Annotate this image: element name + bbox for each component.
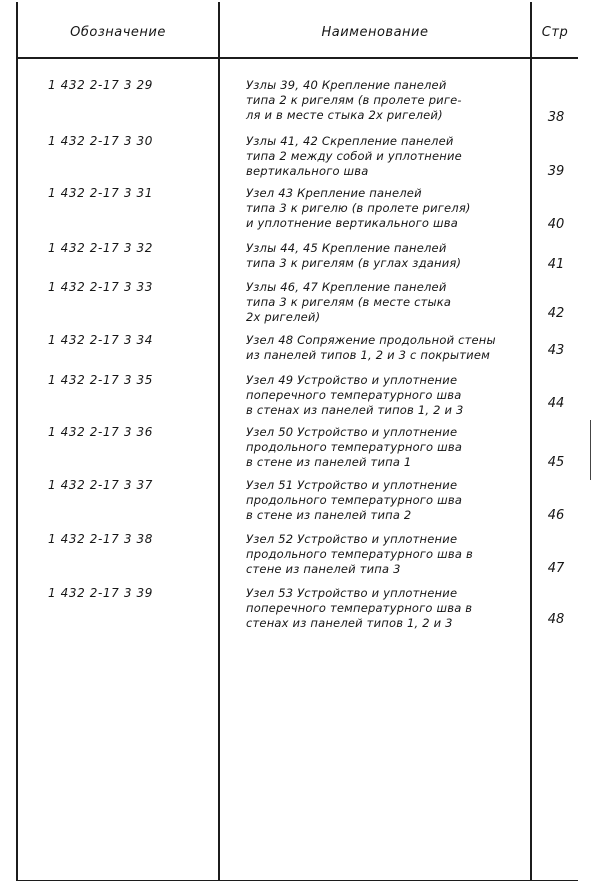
- row-name: Узлы 39, 40 Крепление панелей типа 2 к ригелям (в пролете риге- ля и в месте стыка 2х ригелей): [246, 78, 462, 122]
- row-name: Узел 52 Устройство и уплотнение продольного температурного шва в стене из панелей типа 3: [246, 532, 473, 576]
- row-name: Узлы 44, 45 Крепление панелей типа 3 к ригелям (в углах здания): [246, 241, 462, 270]
- row-page: 45: [547, 455, 565, 470]
- row-code: 1 432 2-17 3 31: [48, 186, 153, 200]
- row-code: 1 432 2-17 3 33: [48, 280, 153, 294]
- header-name: Наименование: [321, 25, 429, 40]
- row-name: Узел 49 Устройство и уплотнение поперечного температурного шва в стенах из панелей типов 1, 2 и 3: [246, 373, 464, 417]
- row-name: Узел 53 Устройство и уплотнение поперечного температурного шва в стенах из панелей типов 1, 2 и 3: [246, 586, 473, 630]
- row-name: Узлы 41, 42 Скрепление панелей типа 2 между собой и уплотнение вертикального шва: [246, 134, 462, 178]
- row-page: 43: [547, 343, 565, 358]
- left-border: [16, 2, 18, 880]
- row-name: Узел 51 Устройство и уплотнение продольного температурного шва в стене из панелей типа 2: [246, 478, 463, 522]
- row-page: 40: [547, 217, 565, 232]
- row-page: 39: [547, 164, 565, 179]
- row-code: 1 432 2-17 3 32: [48, 241, 153, 255]
- header-designation: Обозначение: [70, 25, 166, 40]
- row-code: 1 432 2-17 3 39: [48, 586, 153, 600]
- row-page: 46: [547, 508, 565, 523]
- row-name: Узлы 46, 47 Крепление панелей типа 3 к ригелям (в месте стыка 2х ригелей): [246, 280, 452, 324]
- row-code: 1 432 2-17 3 37: [48, 478, 153, 492]
- header-bottom-rule: [16, 57, 578, 59]
- row-code: 1 432 2-17 3 30: [48, 134, 153, 148]
- right-edge-mark: [590, 420, 591, 480]
- row-name: Узел 48 Сопряжение продольной стены из панелей типов 1, 2 и 3 с покрытием: [246, 333, 496, 362]
- column-divider-1: [218, 2, 220, 880]
- row-page: 41: [547, 257, 565, 272]
- row-name: Узел 50 Устройство и уплотнение продольного температурного шва в стене из панелей типа 1: [246, 425, 463, 469]
- row-page: 47: [547, 561, 565, 576]
- bottom-rule: [16, 880, 578, 881]
- row-code: 1 432 2-17 3 36: [48, 425, 153, 439]
- row-code: 1 432 2-17 3 35: [48, 373, 153, 387]
- row-code: 1 432 2-17 3 34: [48, 333, 153, 347]
- row-page: 42: [547, 306, 565, 321]
- row-page: 44: [547, 396, 565, 411]
- row-page: 48: [547, 612, 565, 627]
- column-divider-2: [530, 2, 532, 880]
- row-page: 38: [547, 110, 565, 125]
- header-page: Стр: [541, 25, 569, 40]
- row-name: Узел 43 Крепление панелей типа 3 к ригелю (в пролете ригеля) и уплотнение вертикального шва: [246, 186, 471, 230]
- row-code: 1 432 2-17 3 38: [48, 532, 153, 546]
- row-code: 1 432 2-17 3 29: [48, 78, 153, 92]
